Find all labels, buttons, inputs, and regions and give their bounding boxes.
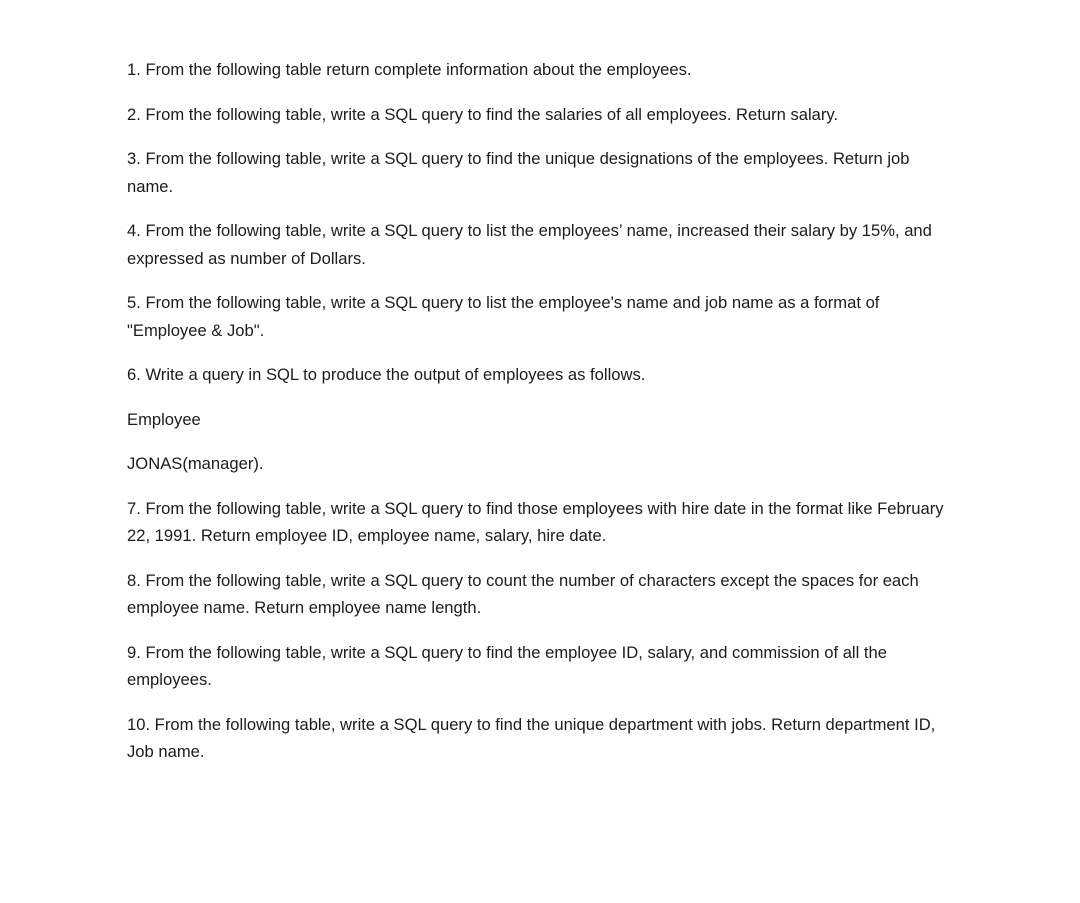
example-heading: Employee bbox=[127, 409, 201, 429]
question-6: 6. Write a query in SQL to produce the output of employees as follows. bbox=[127, 365, 646, 384]
question-2: 2. From the following table, write a SQL query to find the salaries of all employees. Return salary. bbox=[127, 104, 839, 124]
question-7: 7. From the following table, write a SQL query to find those employees with hire date in the format like February 22, 1991. Return employee ID, employee name, salary, hire date. bbox=[127, 498, 944, 545]
question-10: 10. From the following table, write a SQL query to find the unique department with jobs. Return department ID, Job name. bbox=[127, 714, 936, 761]
question-8: 8. From the following table, write a SQL query to count the number of characters except the spaces for each employee name. Return employee name length. bbox=[127, 570, 919, 617]
question-4: 4. From the following table, write a SQL query to list the employees’ name, increased their salary by 15%, and expressed as number of Dollars. bbox=[127, 221, 932, 268]
question-1: 1. From the following table return complete information about the employees. bbox=[127, 60, 692, 79]
question-3: 3. From the following table, write a SQL query to find the unique designations of the employees. Return job name. bbox=[127, 149, 910, 196]
question-5: 5. From the following table, write a SQL query to list the employee's name and job name as a format of "Employee & Job". bbox=[127, 293, 880, 340]
example-value: JONAS(manager). bbox=[127, 454, 264, 473]
question-9: 9. From the following table, write a SQL query to find the employee ID, salary, and commission of all the employees. bbox=[127, 642, 887, 689]
question-list bbox=[127, 56, 957, 766]
